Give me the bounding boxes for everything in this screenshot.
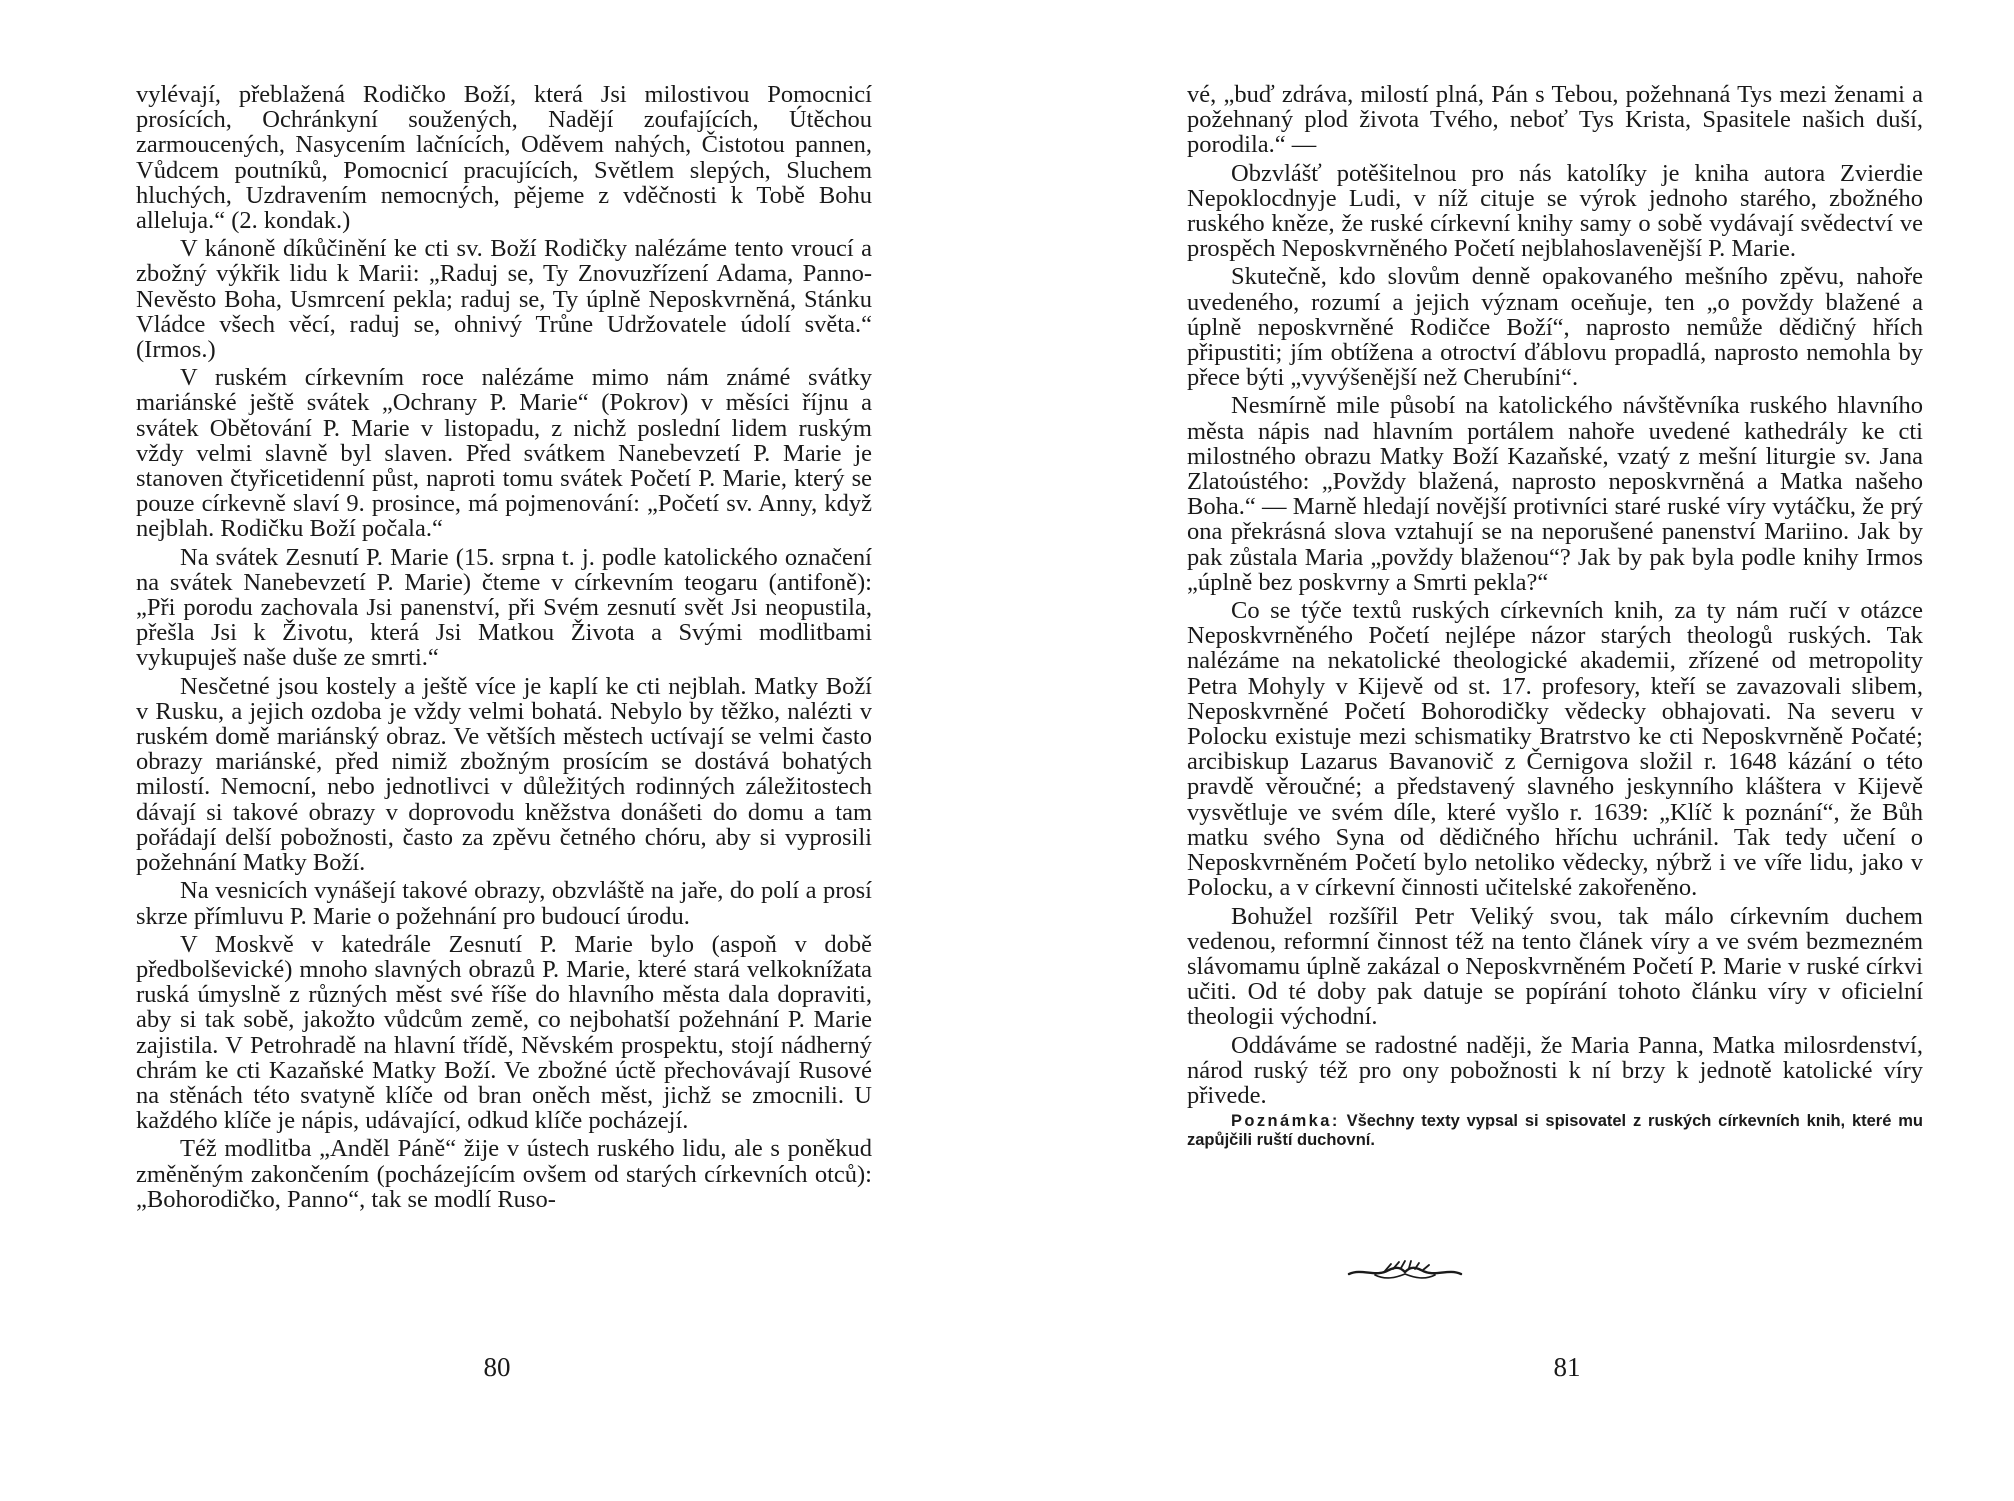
left-paragraph-6: Na vesnicích vynášejí takové obrazy, obzvláště na jaře, do polí a prosí skrze přímluvu P. Marie o požehnání pro budoucí úrodu. [136, 877, 872, 930]
footnote-text: Všechny texty vypsal si spisovatel z ruských církevních knih, které mu zapůjčili ruští duchovní. [1187, 1112, 1923, 1150]
right-page [1007, 0, 2014, 1501]
right-paragraph-5: Co se týče textů ruských církevních knih, za ty nám ručí v otázce Neposkvrněného Početí nejlépe názor starých theologů ruských. Tak nalézáme na nekatolické theologické akademii, zřízené od metropolity Petra Mohyly v Kijevě od st. 17. profesory, kteří se zavazovali slibem, Neposkvrněné Početí Bohorodičky vědecky obhajovati. Na severu v Polocku existuje mezi schismatiky Bratrstvo ke cti Neposkvrněně Počaté; arcibiskup Lazarus Bavanovič z Černigova složil r. 1648 kázání o této pravdě věroučné; a představený slavného jeskynního kláštera v Kijevě vysvětluje ve svém díle, které vyšlo r. 1639: „Klíč k poznání“, že Bůh matku svého Syna od dědičného hříchu uchránil. Tak tedy učení o Neposkvrněném Početí bylo netoliko vědecky, nýbrž i ve víře lidu, jako v Polocku, a v církevní činnosti učitelské zakořeněno. [1187, 597, 1923, 902]
left-page-text-column [136, 82, 872, 1215]
right-paragraph-1: vé, „buď zdráva, milostí plná, Pán s Tebou, požehnaná Tys mezi ženami a požehnaný plod života Tvého, neboť Tys Krista, Spasitele našich duší, porodila.“ — [1187, 81, 1923, 159]
right-paragraph-6: Bohužel rozšířil Petr Veliký svou, tak málo církevním duchem vedenou, reformní činnost též na tento článek víry a ve svém bezmezném slávomamu úplně zakázal o Neposkvrněném Početí P. Marie v ruské církvi učiti. Od té doby pak datuje se popírání tohoto článku víry v oficielní theologii východní. [1187, 902, 1923, 1031]
footnote [1187, 1112, 1923, 1150]
right-page-text-column [1187, 82, 1923, 1150]
footnote-label: Poznámka: [1231, 1112, 1340, 1131]
left-page-number: 80 [483, 1352, 511, 1382]
left-paragraph-8: Též modlitba „Anděl Páně“ žije v ústech ruského lidu, ale s poněkud změněným zakončením (pocházejícím ovšem od starých církevních otců): „Bohorodičko, Panno“, tak se modlí Ruso- [136, 1135, 872, 1213]
left-paragraph-2: V kánoně díkůčinění ke cti sv. Boží Rodičky nalézáme tento vroucí a zbožný výkřik lidu k Marii: „Raduj se, Ty Znovuzřízení Adama, Panno-Nevěsto Boha, Usmrcení pekla; raduj se, Ty úplně Neposkvrněná, Stánku Vládce všech věcí, raduj se, ohnivý Trůne Udržovatele údolí světa.“ (Irmos.) [136, 235, 872, 364]
left-paragraph-3: V ruském církevním roce nalézáme mimo nám známé svátky mariánské ještě svátek „Ochrany P. Marie“ (Pokrov) v měsíci říjnu a svátek Obětování P. Marie v listopadu, z nichž poslední lidem ruským vždy velmi slavně byl slaven. Před svátkem Nanebevzetí P. Marie je stanoven čtyřicetidenní půst, naproti tomu svátek Početí P. Marie, který se pouze církevně slaví 9. prosince, má pojmenování: „Početí sv. Anny, když nejblah. Rodičku Boží počala.“ [136, 364, 872, 543]
right-paragraph-4: Nesmírně mile působí na katolického návštěvníka ruského hlavního města nápis nad hlavním portálem nahoře uvedené kathedrály ke cti milostného obrazu Matky Boží Kazaňské, vzatý z mešní liturgie sv. Jana Zlatoústého: „Povždy blažená, naprosto neposkvrněná a Matka našeho Boha.“ — Marně hledají novější protivníci staré ruské víry vytáčku, že prý ona překrásná slova vztahují se na neporušené panenství Mariino. Jak by pak zůstala Maria „povždy blaženou“? Jak by pak byla podle knihy Irmos „úplně bez poskvrny a Smrti pekla?“ [1187, 392, 1923, 596]
left-paragraph-1: vylévají, přeblažená Rodičko Boží, která Jsi milostivou Pomocnicí prosících, Ochránkyní soužených, Nadějí zoufajících, Útěchou zarmoucených, Nasycením lačnících, Oděvem nahých, Čistotou pannen, Vůdcem poutníků, Pomocnicí pracujících, Světlem slepých, Sluchem hluchých, Uzdravením nemocných, pějeme z vděčnosti k Tobě Bohu alleluja.“ (2. kondak.) [136, 81, 872, 235]
right-paragraph-2: Obzvlášť potěšitelnou pro nás katolíky je kniha autora Zvierdie Nepoklocdnyje Ludi, v níž cituje se výrok jednoho starého, zbožného ruského kněze, že ruské církevní knihy samy o sobě vydávají svědectví ve prospěch Neposkvrněného Početí nejblahoslavenější P. Marie. [1187, 159, 1923, 263]
right-page-number: 81 [1553, 1352, 1581, 1382]
decorative-flourish-icon [1345, 1258, 1465, 1286]
right-paragraph-3: Skutečně, kdo slovům denně opakovaného mešního zpěvu, nahoře uvedeného, rozumí a jejich význam oceňuje, ten „o povždy blažené a úplně neposkvrněné Rodičce Boží“, naprosto nemůže dědičný hřích připustiti; jím obtížena a otroctví ďáblovu propadlá, naprosto nemohla by přece býti „vyvýšenější než Cherubíni“. [1187, 263, 1923, 392]
left-paragraph-5: Nesčetné jsou kostely a ještě více je kaplí ke cti nejblah. Matky Boží v Rusku, a jejich ozdoba je vždy velmi bohatá. Nebylo by těžko, nalézti v ruském domě mariánský obraz. Ve větších městech uctívají se velmi často obrazy mariánské, před nimiž zbožným prosícím se dostává bohatých milostí. Nemocní, nebo jednotlivci v důležitých rodinných záležitostech dávají si takové obrazy v doprovodu kněžstva donášeti do domu a tam pořádají delší pobožnosti, často za zpěvu četného chóru, aby si vyprosili požehnání Matky Boží. [136, 672, 872, 877]
left-paragraph-7: V Moskvě v katedrále Zesnutí P. Marie bylo (aspoň v době předbolševické) mnoho slavných obrazů P. Marie, které stará velkoknížata ruská úmyslně z různých měst své říše do hlavního města dala dopraviti, aby si tak sobě, jakožto vůdcům země, co nejbohatší požehnání P. Marie zajistila. V Petrohradě na hlavní třídě, Něvském prospektu, stojí nádherný chrám ke cti Kazaňské Matky Boží. Ve zbožné úctě přechovávají Rusové na stěnách této svatyně klíče od bran oněch měst, jichž se zmocnili. U každého klíče je nápis, udávající, odkud klíče pocházejí. [136, 930, 872, 1135]
right-paragraph-7: Oddáváme se radostné naději, že Maria Panna, Matka milosrdenství, národ ruský též pro ony pobožnosti k ní brzy k jednotě katolické víry přivede. [1187, 1031, 1923, 1109]
left-paragraph-4: Na svátek Zesnutí P. Marie (15. srpna t. j. podle katolického označení na svátek Nanebevzetí P. Marie) čteme v církevním teogaru (antifoně): „Při porodu zachovala Jsi panenství, při Svém zesnutí svět Jsi neopustila, přešla Jsi k Životu, která Jsi Matkou Života a Svými modlitbami vykupuješ naše duše ze smrti.“ [136, 543, 872, 672]
